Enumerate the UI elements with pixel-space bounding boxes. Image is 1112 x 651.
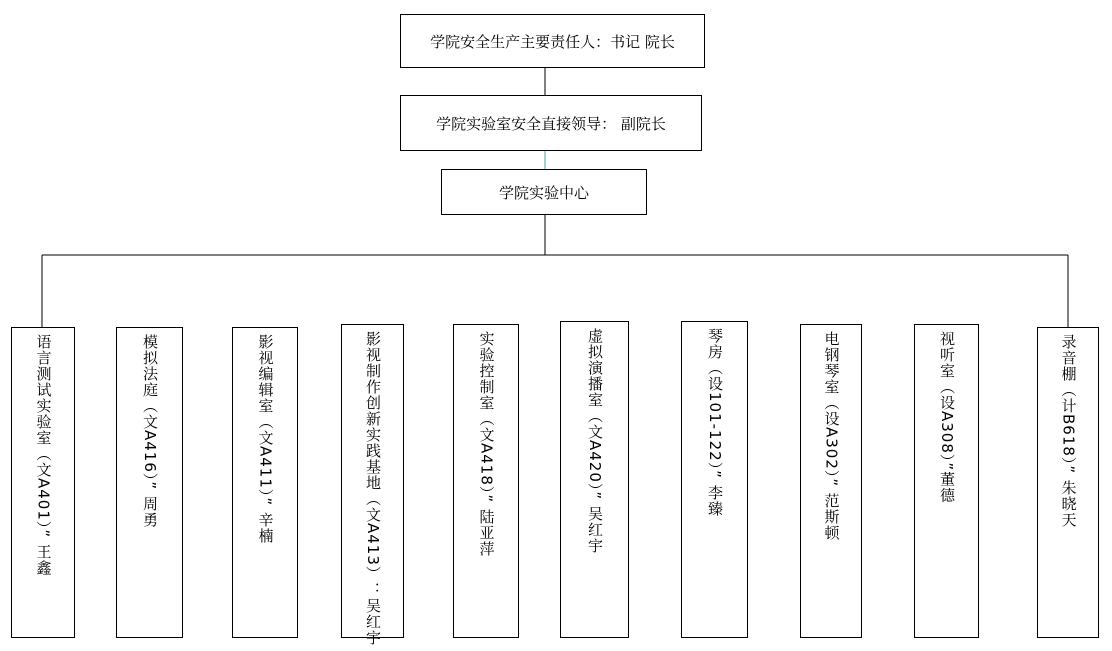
lab-box-electric-piano <box>800 324 862 638</box>
lab-label: 语言测试实验室（文A401）” 王鑫 <box>34 334 53 576</box>
lab-label: 电钢琴室（设A302）” 范斯顿 <box>822 331 841 541</box>
top-leader-label: 学院安全生产主要责任人：书记 院长 <box>430 32 675 51</box>
lab-label: 虚拟演播室（文A420）” 吴红宇 <box>586 328 604 554</box>
lab-box-recording-studio <box>1037 327 1099 638</box>
deputy-leader-box <box>400 95 702 151</box>
lab-box-audiovisual <box>914 324 979 638</box>
lab-box-moot-court <box>116 327 183 638</box>
lab-box-video-editing <box>232 327 298 638</box>
lab-label: 视听室（设A308）”董德 <box>938 331 956 504</box>
lab-label: 影视编辑室（文A411）” 辛楠 <box>256 334 275 544</box>
lab-box-control-room <box>453 324 519 638</box>
lab-label: 模拟法庭（文A416）” 周勇 <box>141 334 159 528</box>
lab-label: 实验控制室（文A418）” 陆亚萍 <box>477 331 496 557</box>
lab-box-virtual-studio <box>560 321 629 638</box>
lab-box-language-testing <box>11 327 75 638</box>
top-leader-box <box>400 14 705 68</box>
deputy-leader-label: 学院实验室安全直接领导： 副院长 <box>436 114 666 133</box>
lab-label: 琴房（设101-122）” 李臻 <box>706 328 724 517</box>
lab-label: 影视制作创新实践基地（文A413）：吴红宇 <box>364 331 382 646</box>
lab-center-label: 学院实验中心 <box>498 183 589 202</box>
lab-box-piano-rooms <box>681 321 748 638</box>
lab-label: 录音棚（计B618）” 朱晓天 <box>1059 334 1078 528</box>
lab-box-video-production-base <box>341 324 404 646</box>
lab-center-box <box>441 169 647 215</box>
